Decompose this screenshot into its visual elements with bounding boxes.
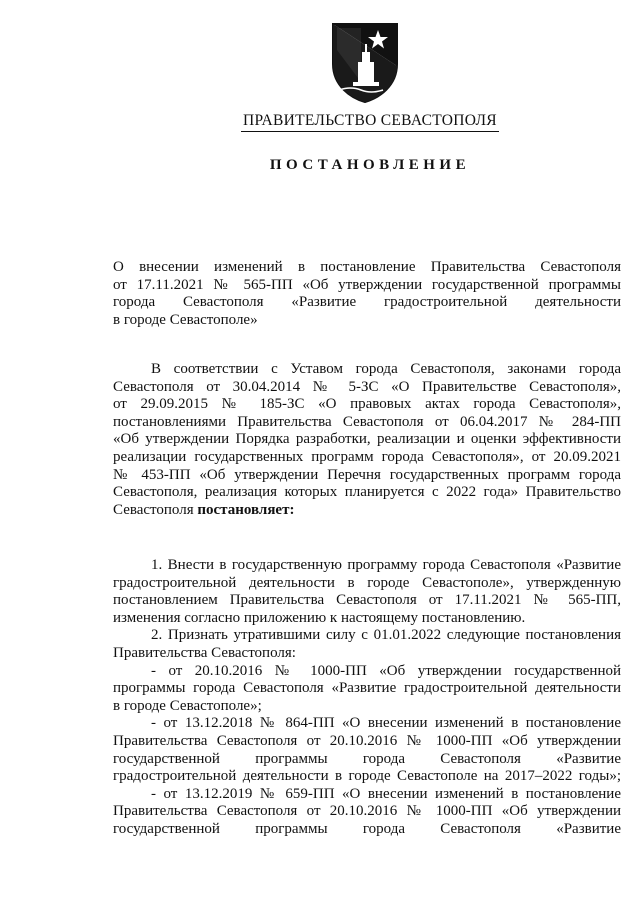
body-line: Правительства Севастополя от 20.10.2016 № 1000-ПП «Об утверждении	[113, 732, 621, 749]
body-line: градостроительной деятельности в городе Севастополе», утвержденную	[113, 574, 621, 591]
subject-line: от 17.11.2021 № 565-ПП «Об утверждении государственной программы	[113, 276, 621, 293]
subject-line: города Севастополя «Развитие градостроительной деятельности	[113, 294, 621, 311]
sevastopol-coat-of-arms-icon	[331, 22, 399, 104]
document-type-heading: ПОСТАНОВЛЕНИЕ	[269, 157, 471, 173]
organization-title	[0, 112, 640, 132]
preamble-line: Севастополя от 30.04.2014 № 5-ЗС «О Правительстве Севастополя»,	[113, 378, 621, 395]
body-line: постановлением Правительства Севастополя от 17.11.2021 № 565-ПП,	[113, 592, 621, 609]
subject-line: О внесении изменений в постановление Правительства Севастополя	[113, 259, 621, 275]
body-line: Правительства Севастополя:	[113, 644, 296, 661]
organization-name: ПРАВИТЕЛЬСТВО СЕВАСТОПОЛЯ	[241, 112, 499, 132]
body-line: - от 20.10.2016 № 1000-ПП «Об утверждении государственной	[151, 662, 621, 679]
preamble-line: реализации государственных программ города Севастополя», от 20.09.2021	[113, 448, 621, 465]
body-line: государственной программы города Севастополя «Развитие	[113, 750, 621, 767]
body-line: градостроительной деятельности в городе Севастополе на 2017–2022 годы»;	[113, 768, 621, 785]
resolution-keyword: постановляет:	[197, 501, 295, 518]
preamble-line: № 453-ПП «Об утверждении Перечня государственных программ города	[113, 466, 621, 483]
body-line: 2. Признать утратившими силу с 01.01.2022 следующие постановления	[151, 627, 621, 644]
document-subject	[113, 259, 621, 329]
preamble-line: В соответствии с Уставом города Севастополя, законами города	[151, 361, 621, 377]
preamble-final-prefix: Севастополя	[113, 501, 198, 518]
body-line: в городе Севастополе»;	[113, 697, 262, 714]
preamble-line: «Об утверждении Порядка разработки, реализации и оценки эффективности	[113, 431, 621, 448]
preamble-line: от 29.09.2015 № 185-ЗС «О правовых актах города Севастополя»,	[113, 396, 621, 413]
body-line: - от 13.12.2018 № 864-ПП «О внесении изменений в постановление	[151, 715, 621, 732]
body-line: 1. Внести в государственную программу города Севастополя «Развитие	[151, 557, 621, 573]
preamble-line: постановлениями Правительства Севастополя от 06.04.2017 № 284-ПП	[113, 413, 621, 430]
preamble-line: Севастополя, реализация которых планируется с 2022 года» Правительство	[113, 484, 621, 501]
body-line: Правительства Севастополя от 20.10.2016 № 1000-ПП «Об утверждении	[113, 803, 621, 820]
preamble-final-line	[113, 502, 621, 520]
body-line: - от 13.12.2019 № 659-ПП «О внесении изменений в постановление	[151, 785, 621, 802]
body-line: государственной программы города Севастополя «Развитие	[113, 820, 621, 837]
body-line: программы города Севастополя «Развитие градостроительной деятельности	[113, 680, 621, 697]
resolution-body	[113, 557, 621, 839]
subject-line: в городе Севастополе»	[113, 311, 258, 328]
body-line: изменения согласно приложению к настоящему постановлению.	[113, 609, 526, 626]
preamble-paragraph	[113, 361, 621, 519]
